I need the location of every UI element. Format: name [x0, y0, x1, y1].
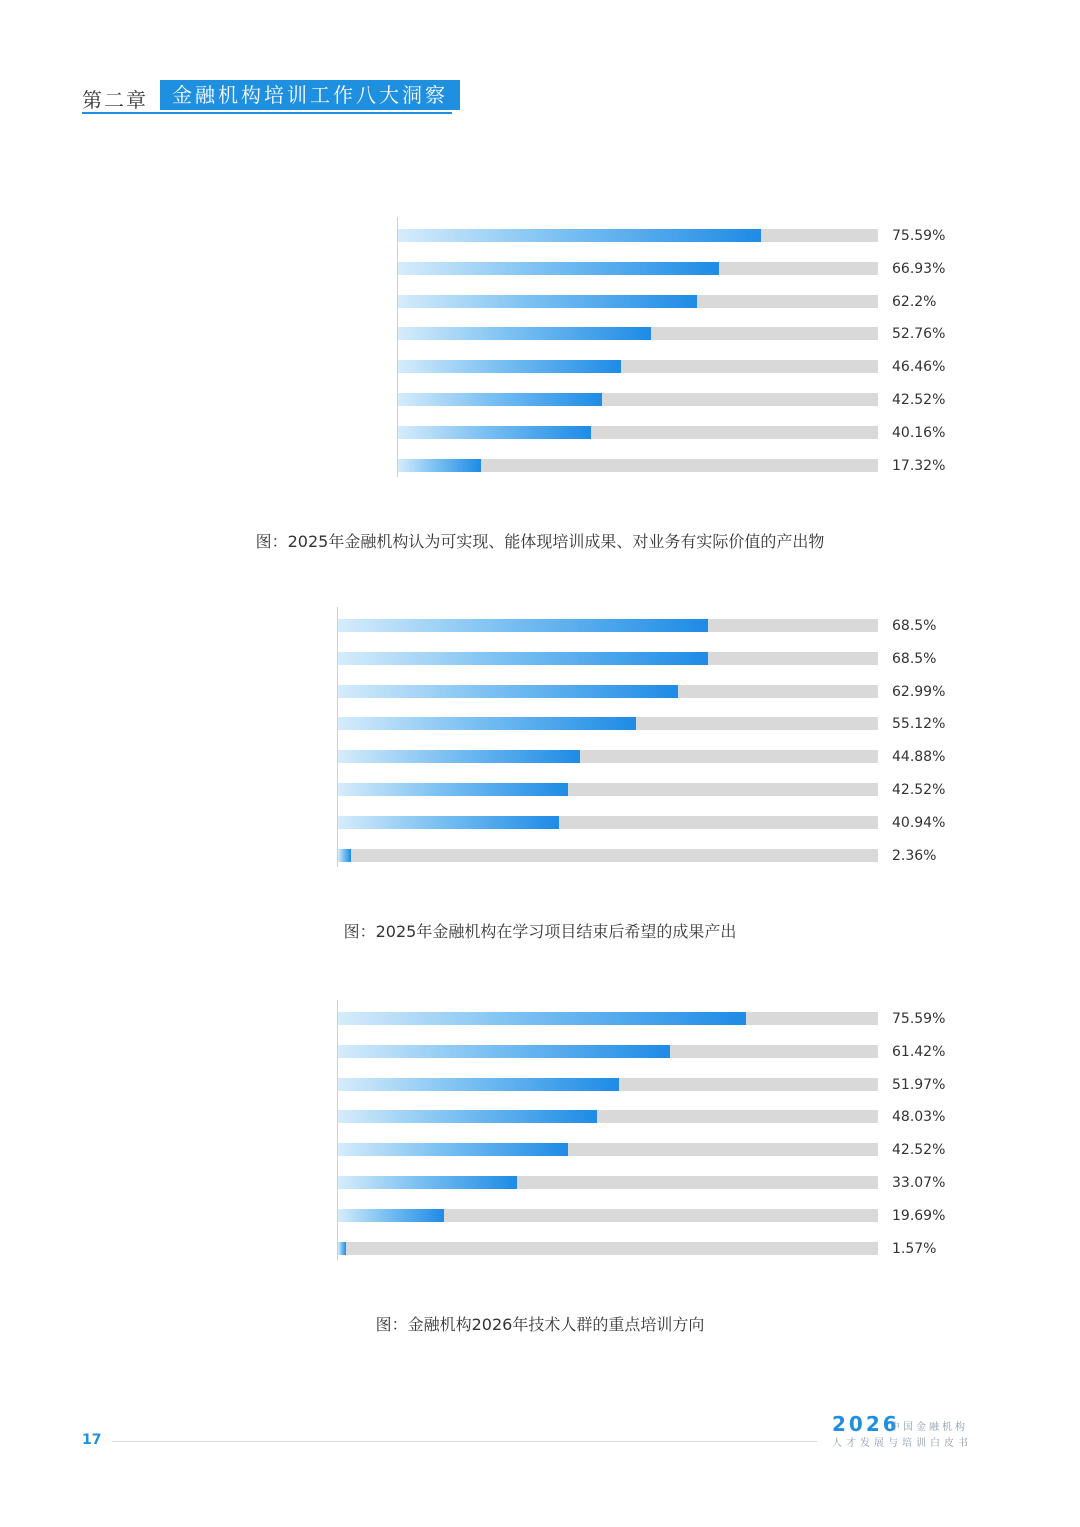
- bar-value-label: 33.07%: [892, 1175, 946, 1191]
- bar-track: [338, 849, 878, 862]
- bar-track: [338, 1012, 878, 1025]
- bar-value-label: 17.32%: [892, 457, 946, 474]
- bar-track: [398, 262, 878, 275]
- bar-value-label: 48.03%: [892, 1109, 946, 1126]
- bar-value-label: 46.46%: [892, 359, 946, 376]
- bar-value-label: 75.59%: [892, 228, 946, 244]
- bar-value-label: 52.76%: [892, 326, 946, 343]
- bar-track: [338, 1045, 878, 1058]
- bar-value-label: 19.69%: [892, 1207, 946, 1224]
- footer-divider: [112, 1441, 817, 1442]
- bar: [338, 1176, 517, 1189]
- bar-track: [338, 1143, 878, 1156]
- bar-track: [338, 816, 878, 829]
- bar: [338, 849, 351, 862]
- bar: [338, 619, 708, 632]
- bar-value-label: 40.94%: [892, 814, 946, 831]
- bar: [398, 426, 591, 439]
- bar-track: [338, 717, 878, 730]
- bar-value-label: 2.36%: [892, 847, 937, 864]
- bar-track: [398, 360, 878, 373]
- bar: [398, 229, 761, 242]
- bar-track: [338, 783, 878, 796]
- bar: [398, 393, 602, 406]
- bar-track: [338, 1209, 878, 1222]
- chart-caption-2: 图：2025年金融机构在学习项目结束后希望的成果产出: [343, 922, 737, 941]
- bar-track: [338, 619, 878, 632]
- bar: [338, 1209, 444, 1222]
- chart-caption-3: 图：金融机构2026年技术人群的重点培训方向: [375, 1315, 705, 1334]
- footer-publication-line1: 中国金融机构: [890, 1422, 968, 1433]
- bar-value-label: 61.42%: [892, 1043, 946, 1060]
- bar: [398, 459, 481, 472]
- bar-track: [338, 1176, 878, 1189]
- bar-track: [338, 685, 878, 698]
- bar-value-label: 62.2%: [892, 293, 937, 310]
- bar-track: [338, 750, 878, 763]
- bar: [398, 262, 719, 275]
- bar: [338, 1012, 746, 1025]
- bar-value-label: 42.52%: [892, 782, 946, 798]
- bar: [338, 816, 559, 829]
- chart-caption-1: 图：2025年金融机构认为可实现、能体现培训成果、对业务有实际价值的产出物: [255, 532, 825, 551]
- bar-track: [398, 229, 878, 242]
- bar-track: [398, 327, 878, 340]
- bar-value-label: 51.97%: [892, 1076, 946, 1093]
- chapter-number: 第二章: [82, 88, 148, 112]
- bar-track: [398, 459, 878, 472]
- bar-track: [338, 652, 878, 665]
- bar-value-label: 1.57%: [892, 1240, 937, 1257]
- bar: [338, 750, 580, 763]
- bar: [338, 783, 568, 796]
- bar-track: [338, 1242, 878, 1255]
- bar-track: [398, 295, 878, 308]
- bar: [338, 717, 636, 730]
- bar-value-label: 44.88%: [892, 749, 946, 766]
- bar: [338, 1143, 568, 1156]
- bar-value-label: 75.59%: [892, 1011, 946, 1027]
- bar-track: [398, 393, 878, 406]
- bar-track: [338, 1110, 878, 1123]
- bar: [338, 1078, 619, 1091]
- bar-value-label: 62.99%: [892, 683, 946, 700]
- bar: [398, 295, 697, 308]
- bar-value-label: 42.52%: [892, 1142, 946, 1159]
- bar: [338, 652, 708, 665]
- bar-track: [398, 426, 878, 439]
- bar: [338, 1045, 670, 1058]
- bar: [398, 360, 621, 373]
- bar: [338, 685, 678, 698]
- bar-value-label: 66.93%: [892, 260, 946, 277]
- page-number: 17: [82, 1432, 102, 1448]
- chapter-title: 金融机构培训工作八大洞察: [160, 80, 460, 110]
- bar-value-label: 55.12%: [892, 716, 946, 733]
- bar-track: [338, 1078, 878, 1091]
- footer-year: 2026: [832, 1412, 900, 1436]
- footer-publication-line2: 人才发展与培训白皮书: [832, 1438, 972, 1449]
- bar: [398, 327, 651, 340]
- bar-value-label: 68.5%: [892, 618, 937, 634]
- bar-value-label: 42.52%: [892, 392, 946, 408]
- bar-value-label: 40.16%: [892, 424, 946, 441]
- bar: [338, 1242, 346, 1255]
- bar-value-label: 68.5%: [892, 650, 937, 667]
- bar: [338, 1110, 597, 1123]
- header-underline: [82, 112, 452, 114]
